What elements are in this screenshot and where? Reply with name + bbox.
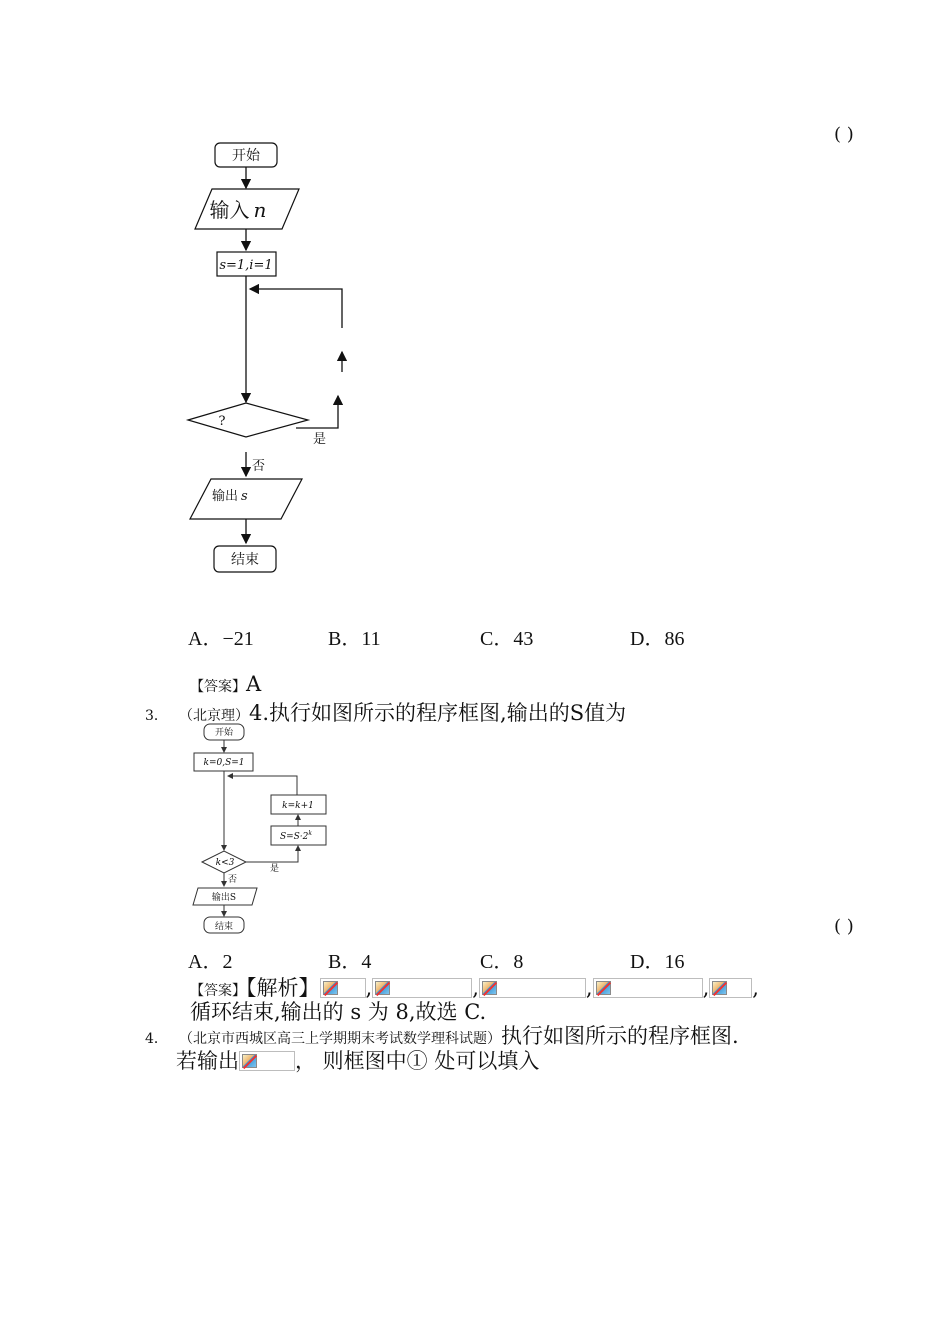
analysis-conclusion: 循环结束,输出的 s 为 8,故选 C. — [190, 1000, 487, 1024]
flow3-end-label: 结束 — [214, 922, 234, 932]
answer-label: 【答案】 — [190, 983, 246, 999]
flow3-no-label: 否 — [228, 875, 238, 885]
flow3-update-k-label: k=k+1 — [282, 801, 314, 811]
flow-output-label: 输出 s — [212, 489, 248, 504]
analysis-label: 【解析】 — [246, 976, 320, 1000]
answer-blank-paren: ( ) — [834, 124, 854, 145]
option-letter: D． — [630, 628, 665, 650]
option-value: 16 — [664, 951, 685, 973]
option-value: 4 — [361, 951, 372, 973]
option-value: 8 — [513, 951, 524, 973]
answer-label: 【答案】 — [190, 679, 246, 695]
option-letter: C． — [480, 951, 514, 973]
option-letter: B． — [328, 628, 362, 650]
question-text: 若输出 — [176, 1049, 239, 1073]
option-letter: A． — [188, 628, 223, 650]
flow-yes-label: 是 — [313, 432, 327, 447]
question-source: （北京理） — [179, 708, 250, 724]
option-letter: B． — [328, 951, 362, 973]
broken-image-icon — [479, 978, 586, 998]
broken-image-icon — [239, 1051, 295, 1071]
option-letter: C． — [480, 628, 514, 650]
option-value: −21 — [222, 628, 254, 650]
flow-decision-label: ? — [218, 414, 226, 429]
flow-no-label: 否 — [252, 459, 266, 474]
option-d-q3[interactable] — [630, 945, 684, 974]
flow3-start-label: 开始 — [214, 728, 234, 738]
flow3-init-label: k=0,S=1 — [203, 758, 245, 768]
analysis-line: 【答案】【解析】 , , , , , — [190, 976, 759, 1000]
broken-image-icon — [709, 978, 752, 998]
flow-start-label: 开始 — [232, 148, 260, 164]
flow3-yes-label: 是 — [270, 864, 280, 874]
option-value: 2 — [222, 951, 233, 973]
option-letter: D． — [630, 951, 665, 973]
option-letter: A． — [188, 951, 223, 973]
flow-input-label: 输入 n — [209, 198, 267, 222]
question-number: 3． — [145, 708, 168, 724]
flow3-update-s-label: $S=S\cdot 2^k$ — [279, 830, 313, 842]
question-4-line2 — [176, 1045, 539, 1075]
option-value: 43 — [513, 628, 534, 650]
answer-value: A — [246, 672, 262, 696]
flow3-output-label: 输出S — [211, 893, 237, 903]
flow-end-label: 结束 — [231, 552, 259, 568]
option-value: 86 — [664, 628, 685, 650]
question-number: 4． — [145, 1031, 168, 1047]
flow3-decision-label: k<3 — [215, 858, 235, 868]
option-b-q3[interactable] — [328, 945, 371, 974]
option-c-q3[interactable] — [480, 945, 523, 974]
broken-image-icon — [593, 978, 703, 998]
question-source: （北京市西城区高三上学期期末考试数学理科试题） — [179, 1031, 502, 1047]
question-stem: 执行如图所示的程序框图. — [501, 1024, 739, 1048]
option-value: 11 — [361, 628, 381, 650]
option-a-q3[interactable] — [188, 945, 232, 974]
broken-image-icon — [320, 978, 366, 998]
flow-init-label: s=1,i=1 — [219, 258, 273, 273]
question-text: ， 则框图中① 处可以填入 — [295, 1049, 540, 1073]
answer-blank-paren-q3: ( ) — [834, 916, 854, 937]
question-stem: 4.执行如图所示的程序框图,输出的S值为 — [249, 701, 627, 725]
broken-image-icon — [372, 978, 472, 998]
